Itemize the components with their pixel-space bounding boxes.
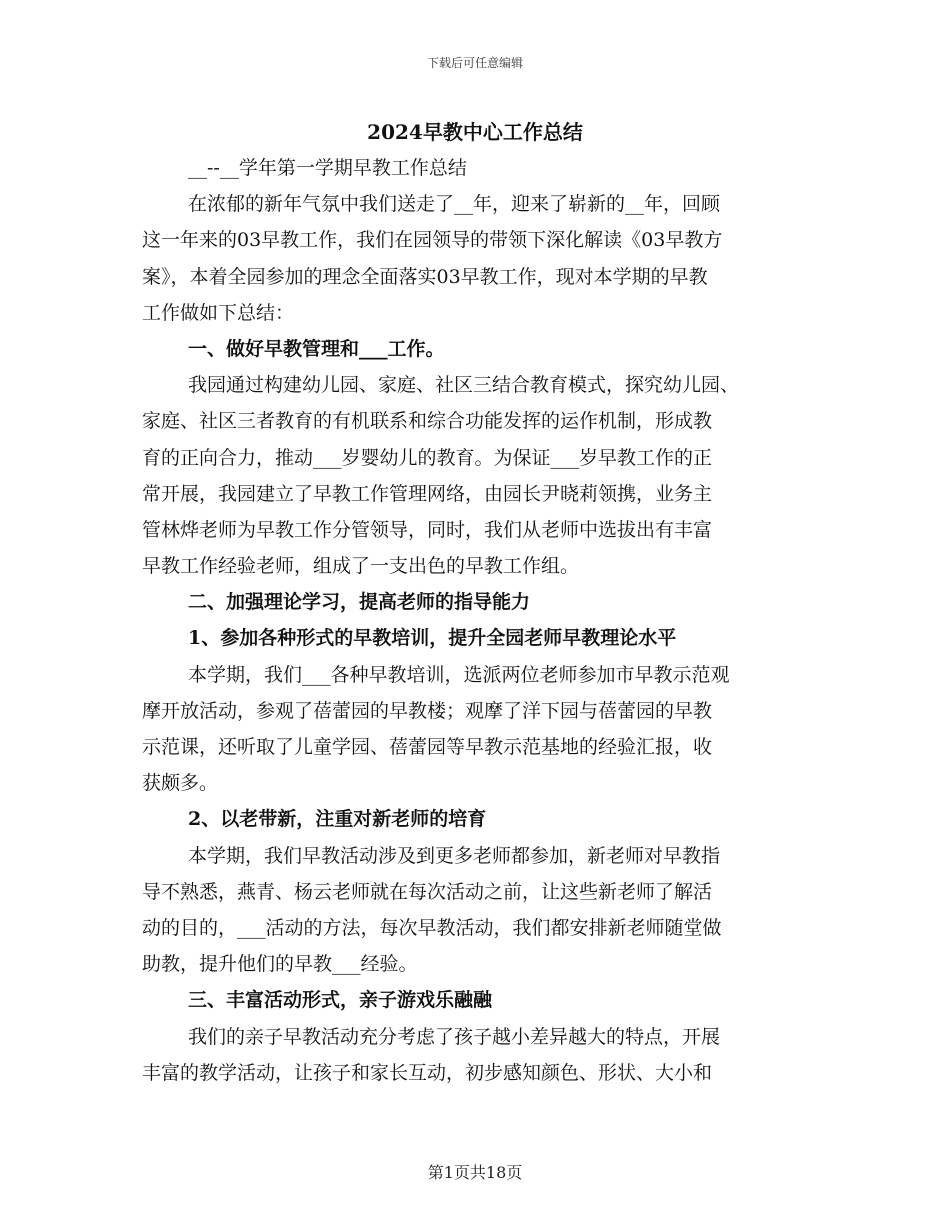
paragraph-line: 动的目的，___活动的方法，每次早教活动，我们都安排新老师随堂做 — [142, 916, 722, 939]
section-heading-2: 二、加强理论学习，提高老师的指导能力 — [188, 591, 531, 614]
paragraph-line: 本学期，我们___各种早教培训，选派两位老师参加市早教示范观 — [188, 663, 730, 686]
paragraph-line: 我们的亲子早教活动充分考虑了孩子越小差异越大的特点，开展 — [188, 1025, 721, 1048]
header-note: 下载后可任意编辑 — [426, 56, 523, 70]
page-footer: 第1页共18页 — [427, 1163, 523, 1182]
paragraph-line: 这一年来的03早教工作，我们在园领导的带领下深化解读《03早教方 — [142, 229, 723, 252]
section-heading-3: 三、丰富活动形式，亲子游戏乐融融 — [188, 989, 493, 1012]
paragraph-line: 示范课，还听取了儿童学园、蓓蕾园等早教示范基地的经验汇报，收 — [142, 736, 713, 758]
subsection-heading-2-1: 1、参加各种形式的早教培训，提升全园老师早教理论水平 — [188, 627, 677, 650]
paragraph-line: 在浓郁的新年气氛中我们送走了__年，迎来了崭新的__年，回顾 — [188, 193, 721, 216]
subtitle: __--__学年第一学期早教工作总结 — [188, 157, 467, 179]
paragraph-line: 育的正向合力，推动___岁婴幼儿的教育。为保证___岁早教工作的正 — [142, 446, 713, 469]
paragraph-line: 丰富的教学活动，让孩子和家长互动，初步感知颜色、形状、大小和 — [142, 1061, 713, 1084]
paragraph-line: 早教工作经验老师，组成了一支出色的早教工作组。 — [142, 555, 580, 578]
paragraph-line: 管林烨老师为早教工作分管领导，同时，我们从老师中选拔出有丰富 — [142, 518, 713, 541]
subsection-heading-2-2: 2、以老带新，注重对新老师的培育 — [188, 808, 487, 831]
paragraph-line: 工作做如下总结： — [142, 301, 295, 324]
paragraph-line: 导不熟悉，燕青、杨云老师就在每次活动之前，让这些新老师了解活 — [142, 880, 713, 903]
paragraph-line: 常开展，我园建立了早教工作管理网络，由园长尹晓莉领携，业务主 — [142, 482, 713, 505]
document-body — [142, 150, 810, 1091]
paragraph-line: 我园通过构建幼儿园、家庭、社区三结合教育模式，探究幼儿园、 — [188, 374, 740, 397]
section-heading-1: 一、做好早教管理和___工作。 — [188, 337, 445, 360]
paragraph-line: 助教，提升他们的早教___经验。 — [142, 953, 418, 976]
document-title: 2024早教中心工作总结 — [367, 120, 583, 144]
paragraph-line: 获颇多。 — [142, 772, 219, 795]
paragraph-line: 案》，本着全园参加的理念全面落实03早教工作，现对本学期的早教 — [142, 265, 708, 288]
paragraph-line: 本学期，我们早教活动涉及到更多老师都参加，新老师对早教指 — [188, 844, 721, 867]
paragraph-line: 摩开放活动，参观了蓓蕾园的早教楼；观摩了洋下园与蓓蕾园的早教 — [142, 699, 713, 722]
paragraph-line: 家庭、社区三者教育的有机联系和综合功能发挥的运作机制，形成教 — [142, 410, 713, 433]
